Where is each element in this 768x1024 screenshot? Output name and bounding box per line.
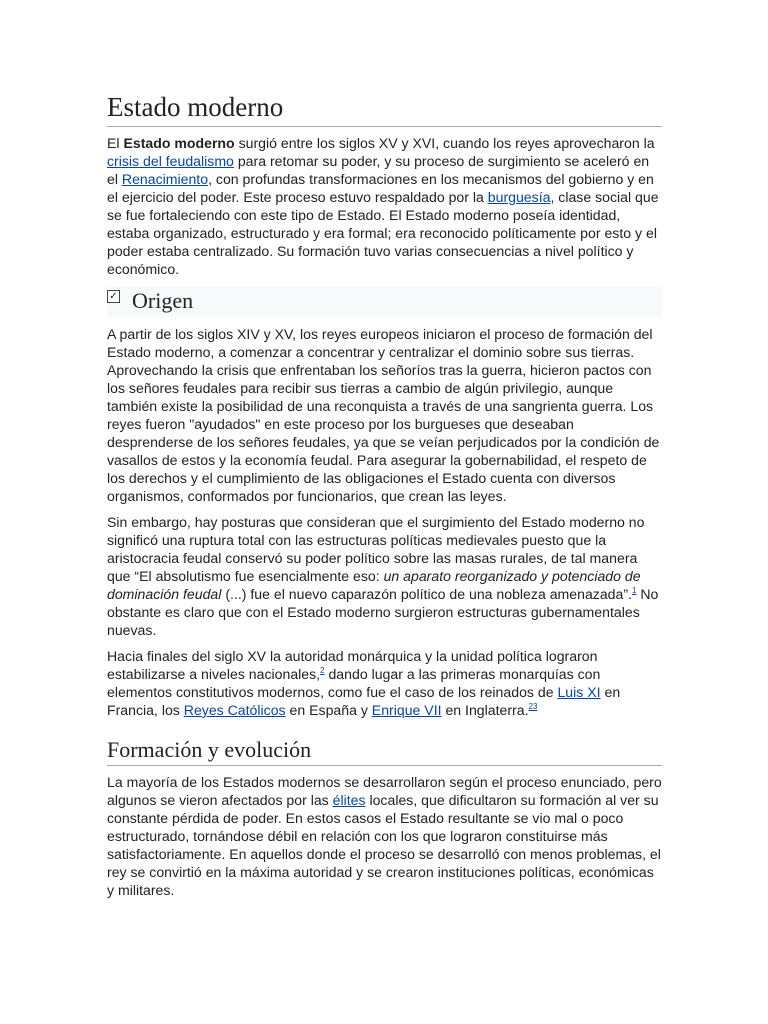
origen-p2-text-1: Sin embargo, hay posturas que consideran que el surgimiento del Estado moderno no significó una ruptura total con las estructuras políticas medievales puesto que la aristocracia feudal conservó su poder político sobre las masas rurales, de tal manera que “El absolutismo fue esencialmente eso: [107, 514, 645, 584]
footnote-link-23[interactable]: 23 [528, 702, 538, 711]
origen-paragraph-2 [107, 513, 662, 639]
footnote-link-1[interactable]: 1 [631, 586, 637, 595]
link-luis-xi[interactable]: Luis XI [557, 684, 601, 700]
origen-paragraph-1: A partir de los siglos XIV y XV, los reyes europeos iniciaron el proceso de formación del Estado moderno, a comenzar a concentrar y centralizar el dominio sobre sus tierras. Aprovechando la crisis que enfrentaban los señoríos tras la guerra, hicieron pactos con los señores feudales para recibir sus tierras a cambio de algún privilegio, aunque también existe la posibilidad de una reconquista a través de una sangrienta guerra. Los reyes fueron "ayudados" en este proceso por los burgueses que deseaban desprenderse de los señores feudales, ya que se veían perjudicados por la condición de vasallos de estos y la economía feudal. Para asegurar la gobernabilidad, el respeto de los derechos y el cumplimiento de las obligaciones el Estado cuenta con diversos organismos, conformados por funcionarios, que crean las leyes. [107, 326, 660, 504]
origen-p3-text-2: dando lugar a las primeras monarquías con elementos constitutivos modernos, como fue el caso de los reinados de [107, 666, 601, 700]
link-reyes-catolicos[interactable]: Reyes Católicos [183, 702, 286, 718]
intro-text-4: , con profundas transformaciones en los mecanismos del gobierno y en el ejercicio del poder. Este proceso estuvo respaldado por la [107, 171, 654, 205]
formacion-text-2: locales, que dificultaron su formación al ver su constante pérdida de poder. En estos casos el Estado resultante se vio mal o poco estructurado, tornándose débil en relación con los que lograron constituirse más satisfactoriamente. En aquellos donde el proceso se desarrolló con menos problemas, el rey se convirtió en la máxima autoridad y se crearon instituciones políticas, económicas y militares. [107, 792, 661, 898]
section-heading-formacion: Formación y evolución [107, 736, 662, 766]
origen-p2-text-2: (...) fue el nuevo caparazón político de una nobleza amenazada”. [221, 586, 632, 602]
link-renacimiento[interactable]: Renacimiento [121, 171, 209, 187]
origen-p3-text-5: en Inglaterra. [441, 702, 529, 718]
origen-p3-text-4: en España y [285, 702, 372, 718]
origen-p3-text-3: en Francia, los [107, 684, 621, 718]
footnote-link-2[interactable]: 2 [320, 666, 325, 675]
intro-text-2: surgió entre los siglos XV y XVI, cuando los reyes aprovecharon la [234, 135, 655, 151]
section-heading-origen-label: Origen [132, 288, 194, 313]
origen-paragraph-3 [107, 647, 662, 719]
origen-p2-text-3: No obstante es claro que con el Estado moderno surgieron estructuras gubernamentales nuevas. [107, 586, 659, 638]
formacion-text-1: La mayoría de los Estados modernos se desarrollaron según el proceso enunciado, pero algunos se vieron afectados por las [107, 774, 662, 808]
link-elites[interactable]: élites [332, 792, 366, 808]
intro-text-3: para retomar su poder, y su proceso de surgimiento se aceleró en el [107, 153, 650, 187]
origen-p3-text-1: Hacia finales del siglo XV la autoridad monárquica y la unidad política lograron estabilizarse a niveles nacionales, [107, 648, 598, 682]
intro-bold-term: Estado moderno [123, 135, 235, 151]
origen-p2-italic: un aparato reorganizado y potenciado de dominación feudal [107, 568, 641, 602]
page-title: Estado moderno [107, 90, 662, 127]
article [107, 90, 662, 899]
intro-text-1: El [107, 135, 124, 151]
intro-paragraph [107, 134, 662, 278]
link-enrique-vii[interactable]: Enrique VII [371, 702, 442, 718]
formacion-paragraph [107, 773, 662, 899]
link-burguesia[interactable]: burguesía [487, 189, 551, 205]
section-heading-origen [107, 286, 662, 317]
intro-text-5: , clase social que se fue fortaleciendo con este tipo de Estado. El Estado moderno poseía identidad, estaba organizado, estructurado y era formal; era reconocido políticamente por esto y el poder estaba centralizado. Su formación tuvo varias consecuencias a nivel político y económico. [107, 189, 659, 277]
collapse-checkbox-icon[interactable]: ✓ [107, 290, 120, 303]
link-crisis-feudalismo[interactable]: crisis del feudalismo [107, 153, 234, 169]
